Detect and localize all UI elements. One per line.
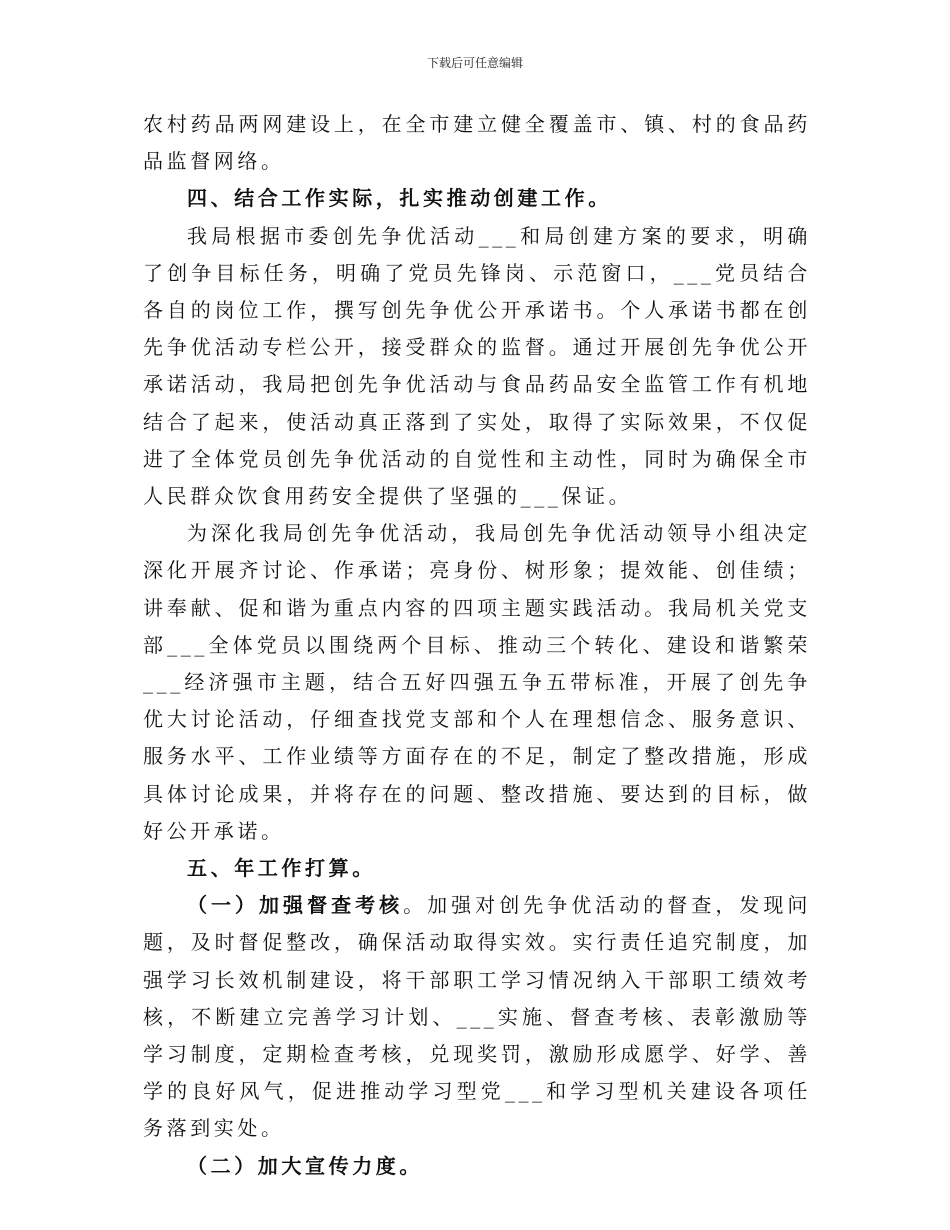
- paragraph-deepen-activity: 为深化我局创先争优活动，我局创先争优活动领导小组决定深化开展齐讨论、作承诺；亮身份、树形象；提效能、创佳绩；讲奉献、促和谐为重点内容的四项主题实践活动。我局机关党支部___全体党员以围绕两个目标、推动三个转化、建设和谐繁荣___经济强市主题，结合五好四强五争五带标准，开展了创先争优大讨论活动，仔细查找党支部和个人在理想信念、服务意识、服务水平、工作业绩等方面存在的不足，制定了整改措施，形成具体讨论成果，并将存在的问题、整改措施、要达到的目标，做好公开承诺。: [143, 521, 811, 843]
- paragraph-network: 农村药品两网建设上，在全市建立健全覆盖市、镇、村的食品药品监督网络。: [143, 112, 811, 174]
- paragraph-commitment: 我局根据市委创先争优活动___和局创建方案的要求，明确了创争目标任务，明确了党员先锋岗、示范窗口，___党员结合各自的岗位工作，撰写创先争优公开承诺书。个人承诺书都在创先争优活动专栏公开，接受群众的监督。通过开展创先争优公开承诺活动，我局把创先争优活动与食品药品安全监管工作有机地结合了起来，使活动真正落到了实处，取得了实际效果，不仅促进了全体党员创先争优活动的自觉性和主动性，同时为确保全市人民群众饮食用药安全提供了坚强的___保证。: [143, 223, 811, 509]
- document-body: [143, 106, 811, 1185]
- subheading-publicity: （二）加大宣传力度。: [187, 1153, 423, 1178]
- subheading-supervision: （一）加强督查考核: [187, 893, 404, 918]
- section-heading-five: 五、年工作打算。: [187, 856, 376, 881]
- paragraph-supervision-text: 。加强对创先争优活动的督查，发现问题，及时督促整改，确保活动取得实效。实行责任追究制度，加强学习长效机制建设，将干部职工学习情况纳入干部职工绩效考核，不断建立完善学习计划、___实施、督查考核、表彰激励等学习制度，定期检查考核，兑现奖罚，激励形成愿学、好学、善学的良好风气，促进推动学习型党___和学习型机关建设各项任务落到实处。: [143, 893, 811, 1141]
- page-header: 下载后可任意编辑: [426, 56, 523, 70]
- section-heading-four: 四、结合工作实际，扎实推动创建工作。: [187, 186, 612, 211]
- paragraph-supervision: [143, 887, 811, 1147]
